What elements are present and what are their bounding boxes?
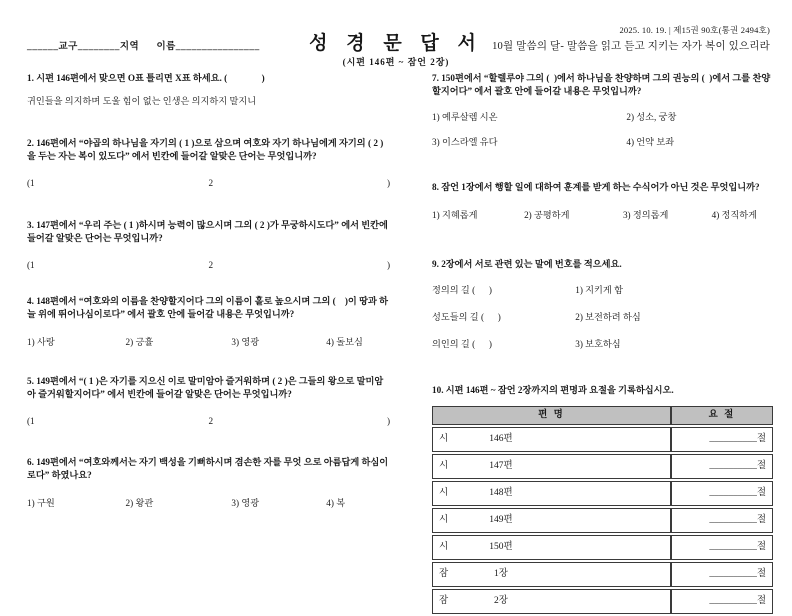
question-8 — [432, 181, 773, 222]
header-verse-col: 요 절 — [671, 406, 773, 425]
question-3-text: 3. 147편에서 “우리 주는 ( 1 )하시며 능력이 많으시며 그의 ( 2 )가 무궁하시도다” 에서 빈칸에 들어갈 알맞은 단어는 무엇입니까? — [27, 220, 388, 243]
question-6 — [27, 456, 392, 510]
left-column — [27, 72, 392, 510]
question-9-text: 9. 2장에서 서로 관련 있는 말에 번호를 적으세요. — [432, 259, 622, 269]
option-3: 3) 영광 — [231, 337, 260, 347]
blank-mid: 2 — [208, 260, 214, 270]
chapter-name: 2장 — [494, 596, 508, 606]
verse-blank: __________절 — [671, 562, 773, 587]
chapter-name: 146편 — [489, 434, 513, 444]
question-3 — [27, 219, 392, 272]
question-10-text: 10. 시편 146편 ~ 잠언 2장까지의 편명과 요절을 기록하십시오. — [432, 385, 674, 395]
match-right-2: 2) 보전하려 하심 — [575, 312, 641, 322]
question-2 — [27, 137, 392, 190]
question-2-text: 2. 146편에서 “야곱의 하나님을 자기의 ( 1 )으로 삼으며 여호와 자기 하나님에게 자기의 ( 2 )을 두는 자는 복이 있도다” 에서 빈칸에 들어갈 알맞은 단어는 무엇입니까? — [27, 138, 384, 161]
blank-close: ) — [386, 178, 390, 188]
book-name: 잠 — [439, 596, 449, 606]
table-row — [432, 481, 773, 506]
table-row — [432, 427, 773, 452]
question-9 — [432, 258, 773, 353]
question-5-text: 5. 149편에서 “( 1 )은 자기를 지으신 이로 말미암아 즐거워하며 ( 2 )은 그들의 왕으로 말미암아 즐거워할지어다” 에서 빈칸에 들어갈 알맞은 단어는 무엇입니까? — [27, 376, 384, 399]
verse-blank: __________절 — [671, 427, 773, 452]
verse-table — [432, 404, 773, 616]
question-1 — [27, 72, 392, 108]
chapter-name: 148편 — [489, 488, 513, 498]
right-column — [432, 72, 773, 616]
question-7-text: 7. 150편에서 “할렐루야 그의 ( )에서 하나님을 찬양하며 그의 권능의 ( )에서 그를 찬양할지어다” 에서 괄호 안에 들어갈 내용은 무엇입니까? — [432, 73, 771, 96]
option-2: 2) 왕관 — [125, 498, 154, 508]
option-1: 1) 지혜롭게 — [432, 210, 478, 220]
issue-line: 2025. 10. 19. | 제15권 90호(통권 2494호) — [619, 25, 770, 35]
match-row-3 — [432, 338, 773, 353]
option-3: 3) 정의롭게 — [622, 210, 669, 220]
question-4-text: 4. 148편에서 “여호와의 이름을 찬양할지어다 그의 이름이 홀로 높으시며 그의 ( )이 땅과 하늘 위에 뛰어나심이로다” 에서 괄호 안에 들어갈 내용은 무엇입니까? — [27, 296, 389, 319]
match-left-3: 의인의 길 ( ) — [432, 339, 492, 349]
question-5-answer-line — [27, 415, 392, 428]
match-row-2 — [432, 311, 773, 326]
blank-open: (1 — [27, 416, 35, 426]
book-name: 시 — [439, 461, 449, 471]
verse-blank: __________절 — [671, 535, 773, 560]
chapter-name: 149편 — [489, 515, 513, 525]
chapter-name: 1장 — [494, 569, 508, 579]
page-title: 성 경 문 답 서 — [309, 33, 483, 54]
book-name: 시 — [439, 515, 449, 525]
question-4 — [27, 295, 392, 349]
question-2-answer-line — [27, 177, 392, 190]
question-1-note: 귀인들을 의지하며 도울 힘이 없는 인생은 의지하지 말지니 — [27, 96, 257, 106]
option-2: 2) 공평하게 — [524, 210, 570, 220]
option-1: 1) 구원 — [27, 498, 55, 508]
option-4: 4) 돌보심 — [326, 337, 363, 347]
match-row-1 — [432, 284, 773, 299]
question-10 — [432, 384, 773, 616]
table-row — [432, 454, 773, 479]
question-8-text: 8. 잠언 1장에서 행할 일에 대하여 훈계를 받게 하는 수식어가 아닌 것은 무엇입니까? — [432, 182, 760, 192]
blank-open: (1 — [27, 260, 35, 270]
match-right-3: 3) 보호하심 — [575, 339, 621, 349]
option-4: 4) 언약 보좌 — [626, 137, 675, 147]
chapter-name: 150편 — [489, 542, 513, 552]
verse-blank: __________절 — [671, 481, 773, 506]
question-8-options — [432, 209, 773, 222]
table-row — [432, 562, 773, 587]
table-row — [432, 535, 773, 560]
table-row — [432, 508, 773, 533]
question-7-options — [432, 111, 773, 149]
question-6-options — [27, 497, 392, 510]
match-right-1: 1) 지키게 함 — [575, 285, 623, 295]
verse-blank: __________절 — [671, 454, 773, 479]
verse-blank: __________절 — [671, 589, 773, 614]
verse-blank: __________절 — [671, 508, 773, 533]
blank-close: ) — [386, 416, 390, 426]
blank-open: (1 — [27, 178, 35, 188]
option-1: 1) 예루살렘 시온 — [432, 112, 498, 122]
question-4-options — [27, 336, 392, 349]
question-5 — [27, 375, 392, 428]
option-2: 2) 성소, 궁창 — [626, 112, 677, 122]
org-info-line: ______교구________지역 이름________________ — [27, 42, 260, 52]
blank-close: ) — [386, 260, 390, 270]
question-6-text: 6. 149편에서 “여호와께서는 자기 백성을 기뻐하시며 겸손한 자를 무엇 으로 아름답게 하심이로다” 하였나요? — [27, 457, 389, 480]
match-left-2: 성도들의 길 ( ) — [432, 312, 501, 322]
book-name: 시 — [439, 488, 449, 498]
option-2: 2) 긍휼 — [125, 337, 154, 347]
blank-mid: 2 — [208, 178, 214, 188]
option-3: 3) 이스라엘 유다 — [432, 137, 498, 147]
monthly-slogan: 10월 말씀의 달- 말씀을 읽고 듣고 지키는 자가 복이 있으리라 — [492, 41, 770, 52]
option-1: 1) 사랑 — [27, 337, 55, 347]
page-subtitle: (시편 146편 ~ 잠언 2장) — [342, 57, 450, 67]
blank-mid: 2 — [208, 416, 214, 426]
question-3-answer-line — [27, 259, 392, 272]
option-3: 3) 영광 — [231, 498, 260, 508]
option-4: 4) 정직하게 — [711, 210, 758, 220]
match-left-1: 정의의 길 ( ) — [432, 285, 492, 295]
table-row — [432, 589, 773, 614]
header-title-col: 편 명 — [432, 406, 671, 425]
question-7 — [432, 72, 773, 149]
book-name: 시 — [439, 542, 449, 552]
table-header-row — [432, 406, 773, 425]
question-1-text: 1. 시편 146편에서 맞으면 O표 틀리면 X표 하세요. ( ) — [27, 73, 265, 83]
chapter-name: 147편 — [489, 461, 513, 471]
book-name: 시 — [439, 434, 449, 444]
option-4: 4) 복 — [326, 498, 346, 508]
book-name: 잠 — [439, 569, 449, 579]
